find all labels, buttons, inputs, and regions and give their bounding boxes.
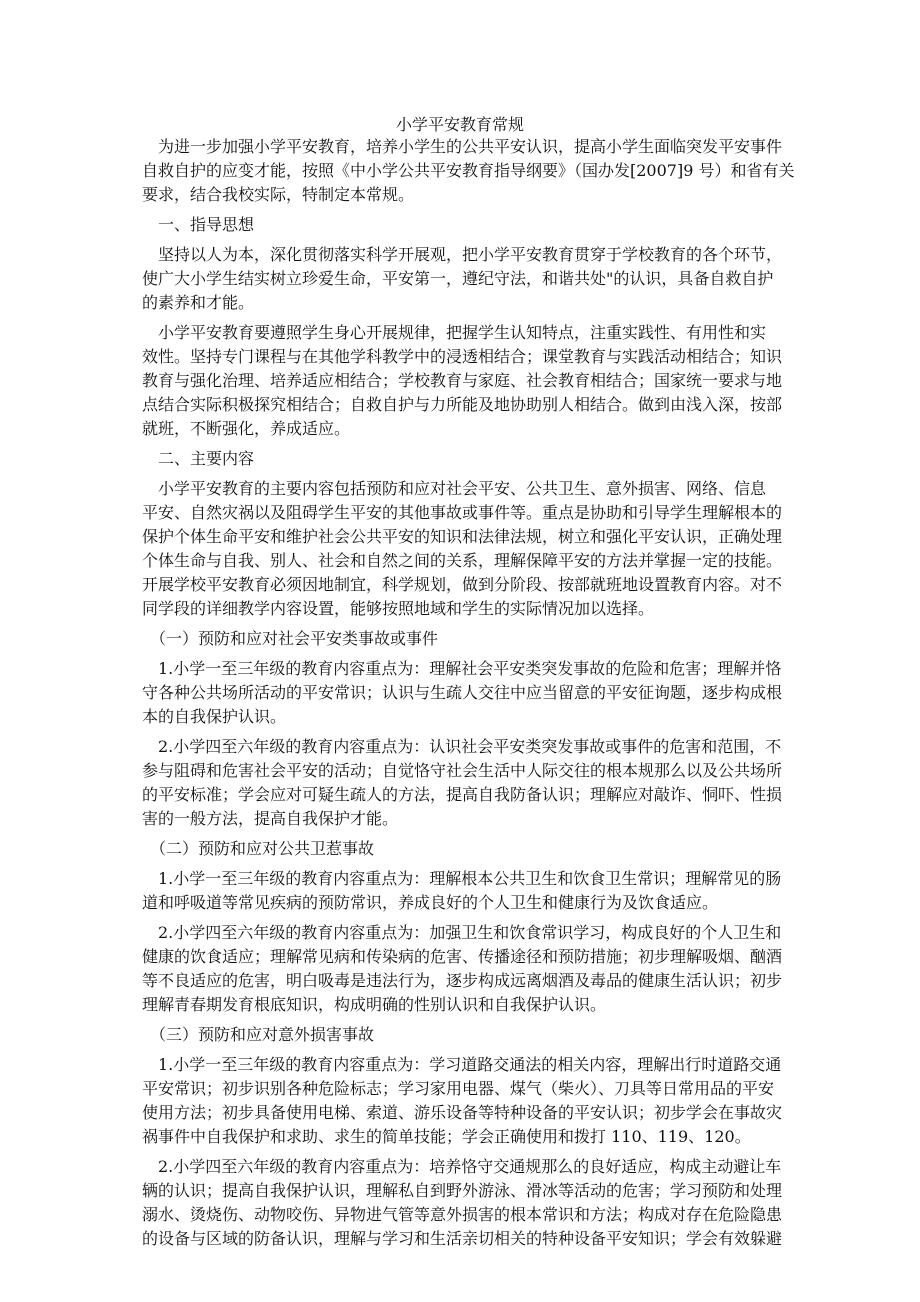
text-line: 祸事件中自我保护和求助、求生的简单技能；学会正确使用和拨打 110、119、120。 <box>142 1127 751 1146</box>
text-line: 辆的认识；提高自我保护认识，理解私自到野外游泳、滑冰等活动的危害；学习预防和处理 <box>142 1181 783 1200</box>
text-line: （一）预防和应对社会平安类事故或事件 <box>142 629 439 648</box>
text-line: 效性。坚持专门课程与在其他学科教学中的浸透相结合；课堂教育与实践活动相结合；知识 <box>142 347 783 366</box>
document-body <box>142 135 795 1251</box>
text-line: 自救自护的应变才能，按照《中小学公共平安教育指导纲要》（国办发[2007]9 号）和省有关 <box>142 161 795 180</box>
text-line: 溺水、烫烧伤、动物咬伤、异物进气管等意外损害的根本常识和方法；构成对存在危险隐患 <box>142 1205 783 1224</box>
text-line: 2.小学四至六年级的教育内容重点为：认识社会平安类突发事故或事件的危害和范围，不 <box>142 737 782 756</box>
text-line: 的平安标准；学会应对可疑生疏人的方法，提高自我防备认识；理解应对敲诈、恫吓、性损 <box>142 785 783 804</box>
text-line: （三）预防和应对意外损害事故 <box>142 1025 375 1044</box>
text-line: 使广大小学生结实树立珍爱生命，平安第一，遵纪守法，和谐共处"的认识，具备自救自护 <box>142 269 774 288</box>
text-line: 1.小学一至三年级的教育内容重点为：学习道路交通法的相关内容，理解出行时道路交通 <box>142 1055 782 1074</box>
text-line: 小学平安教育要遵照学生身心开展规律，把握学生认知特点，注重实践性、有用性和实 <box>142 323 767 342</box>
text-line: 小学平安教育的主要内容包括预防和应对社会平安、公共卫生、意外损害、网络、信息 <box>142 479 767 498</box>
text-line: 使用方法；初步具备使用电梯、索道、游乐设备等特种设备的平安认识；初步学会在事故灾 <box>142 1103 783 1122</box>
text-line: 教育与强化治理、培养适应相结合；学校教育与家庭、社会教育相结合；国家统一要求与地 <box>142 371 783 390</box>
text-line: 一、指导思想 <box>142 215 255 234</box>
text-line: （二）预防和应对公共卫惹事故 <box>142 839 375 858</box>
text-line: 等不良适应的危害，明白吸毒是违法行为，逐步构成远离烟酒及毒品的健康生活认识；初步 <box>142 971 783 990</box>
document-title: 小学平安教育常规 <box>395 115 524 134</box>
text-line: 为进一步加强小学平安教育，培养小学生的公共平安认识，提高小学生面临突发平安事件 <box>142 137 783 156</box>
text-line: 守各种公共场所活动的平安常识；认识与生疏人交往中应当留意的平安征询题，逐步构成根 <box>142 683 783 702</box>
text-line: 理解青春期发育根底知识，构成明确的性别认识和自我保护认识。 <box>142 995 607 1014</box>
text-line: 的素养和才能。 <box>142 293 255 312</box>
text-line: 二、主要内容 <box>142 449 255 468</box>
text-line: 同学段的详细教学内容设置，能够按照地域和学生的实际情况加以选择。 <box>142 599 655 618</box>
text-line: 保护个体生命平安和维护社会公共平安的知识和法律法规，树立和强化平安认识，正确处理 <box>142 527 783 546</box>
text-line: 本的自我保护认识。 <box>142 707 287 726</box>
text-line: 参与阻碍和危害社会平安的活动；自觉恪守社会生活中人际交往的根本规那么以及公共场所 <box>142 761 783 780</box>
text-line: 害的一般方法，提高自我保护才能。 <box>142 809 399 828</box>
text-line: 2.小学四至六年级的教育内容重点为：加强卫生和饮食常识学习，构成良好的个人卫生和 <box>142 923 782 942</box>
text-line: 的设备与区域的防备认识，理解与学习和生活亲切相关的特种设备平安知识；学会有效躲避 <box>142 1229 783 1248</box>
text-line: 平安常识；初步识别各种危险标志；学习家用电器、煤气（柴火）、刀具等日常用品的平安 <box>142 1079 775 1098</box>
text-line: 1.小学一至三年级的教育内容重点为：理解社会平安类突发事故的危险和危害；理解并恪 <box>142 659 782 678</box>
text-line: 1.小学一至三年级的教育内容重点为：理解根本公共卫生和饮食卫生常识；理解常见的肠 <box>142 869 782 888</box>
text-line: 要求，结合我校实际，特制定本常规。 <box>142 185 415 204</box>
text-line: 道和呼吸道等常见疾病的预防常识，养成良好的个人卫生和健康行为及饮食适应。 <box>142 893 719 912</box>
text-line: 点结合实际积极探究相结合；自救自护与力所能及地协助别人相结合。做到由浅入深，按部 <box>142 395 783 414</box>
text-line: 坚持以人为本，深化贯彻落实科学开展观，把小学平安教育贯穿于学校教育的各个环节， <box>142 245 783 264</box>
text-line: 就班，不断强化，养成适应。 <box>142 419 351 438</box>
text-line: 2.小学四至六年级的教育内容重点为：培养恪守交通规那么的良好适应，构成主动避让车 <box>142 1157 782 1176</box>
text-line: 开展学校平安教育必须因地制宜，科学规划，做到分阶段、按部就班地设置教育内容。对不 <box>142 575 783 594</box>
text-line: 健康的饮食适应；理解常见病和传染病的危害、传播途径和预防措施；初步理解吸烟、酗酒 <box>142 947 783 966</box>
text-line: 个体生命与自我、别人、社会和自然之间的关系，理解保障平安的方法并掌握一定的技能。 <box>142 551 783 570</box>
text-line: 平安、自然灾祸以及阻碍学生平安的其他事故或事件等。重点是协助和引导学生理解根本的 <box>142 503 783 522</box>
